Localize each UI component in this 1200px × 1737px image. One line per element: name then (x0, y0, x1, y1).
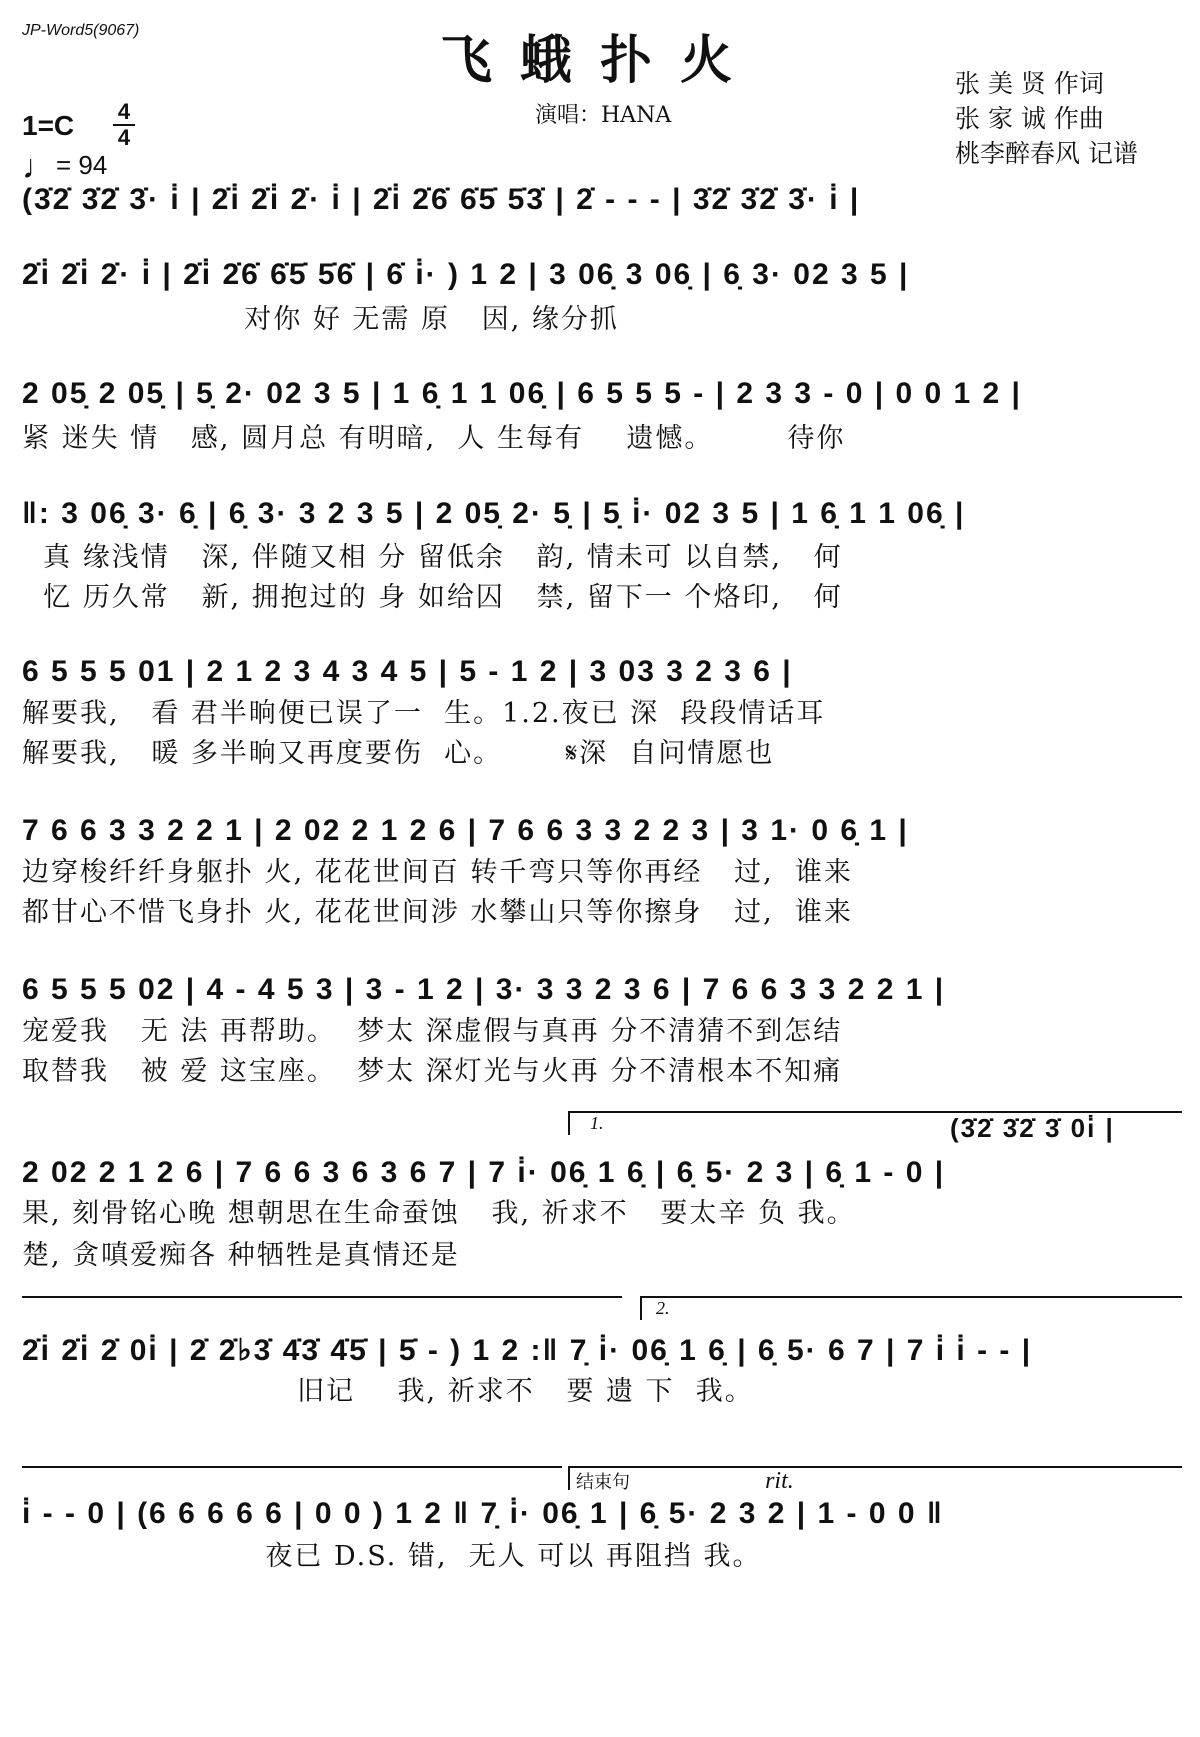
staff-rule (22, 1296, 622, 1298)
time-numerator: 4 (117, 99, 131, 124)
notation-system-8: 2 02 2 1 2 6 | 7 6 6 3 6 3 6 7 | 7 i̇· 06̣ 1 6̣ | 6̣ 5· 2 3 | 6̣ 1 - 0 | (22, 1156, 946, 1189)
quarter-note-icon: ♩ (22, 148, 56, 186)
notation-system-10: i̇ - - 0 | (6 6 6 6 6 | 0 0 ) 1 2 ‖ 7̣ i̇· 06̣ 1 | 6̣ 5· 2 3 2 | 1 - 0 0 ‖ (22, 1497, 944, 1530)
lyric-line: 对你 好 无需 原 因, 缘分抓 (22, 304, 619, 335)
notation-system-5: 6 5 5 5 01 | 2 1 2 3 4 3 4 5 | 5 - 1 2 | 3 03 3 2 3 6 | (22, 655, 793, 688)
time-signature (112, 100, 136, 150)
ending-label: 2. (656, 1298, 670, 1318)
pickup-notes: (3̇2̇ 3̇2̇ 3̇ 0i̇ | (950, 1113, 1115, 1143)
ending-label: 结束句 (576, 1472, 630, 1493)
notation-system-6: 7 6 6 3 3 2 2 1 | 2 02 2 1 2 6 | 7 6 6 3 3 2 2 3 | 3 1· 0 6̣ 1 | (22, 814, 909, 847)
tempo-marking (22, 148, 108, 186)
ritardando-mark: rit. (765, 1468, 794, 1494)
lyric-line: 忆 历久常 新, 拥抱过的 身 如给囚 禁, 留下一 个烙印, 何 (22, 582, 843, 613)
lyric-line: 取替我 被 爱 这宝座。 梦太 深灯光与火再 分不清根本不知痛 (22, 1056, 843, 1087)
coda-bracket (568, 1466, 1182, 1494)
notation-system-7: 6 5 5 5 02 | 4 - 4 5 3 | 3 - 1 2 | 3· 3 3 2 3 6 | 7 6 6 3 3 2 2 1 | (22, 973, 946, 1006)
lyric-line: 果, 刻骨铭心晚 想朝思在生命蚕蚀 我, 祈求不 要太辛 负 我。 (22, 1198, 856, 1229)
notation-system-3: 2 05̣ 2 05̣ | 5̣ 2· 02 3 5 | 1 6̣ 1 1 06̣ | 6 5 5 5 - | 2 3 3 - 0 | 0 0 1 2 | (22, 377, 1022, 410)
notation-system-1: (3̇2̇ 3̇2̇ 3̇· i̇ | 2̇i̇ 2̇i̇ 2̇· i̇ | 2̇i̇ 2̇6̇ 6̇5̇ 5̇3̇ | 2̇ - - - | 3̇2̇ 3̇2̇ 3̇· i̇ | (22, 183, 861, 216)
time-denominator: 4 (117, 125, 131, 150)
song-title: 飞蛾扑火 (439, 30, 760, 91)
composer-credits: 张 美 贤 作词 张 家 诚 作曲 桃李醉春风 记谱 (955, 69, 1138, 168)
lyric-line: 旧记 我, 祈求不 要 遗 下 我。 (22, 1376, 754, 1407)
lyric-line: 解要我, 看 君半晌便已误了一 生。1.2.夜已 深 段段情话耳 (22, 698, 826, 729)
lyric-line: 解要我, 暖 多半晌又再度要伤 心。 𝄋深 自问情愿也 (22, 738, 775, 769)
lyric-line: 真 缘浅情 深, 伴随又相 分 留低余 韵, 情未可 以自禁, 何 (22, 542, 843, 573)
notation-system-4: ‖: 3 06̣ 3· 6̣ | 6̣ 3· 3 2 3 5 | 2 05̣ 2· 5̣ | 5̣ i̇· 02 3 5 | 1 6̣ 1 1 06̣ | (22, 497, 966, 530)
lyric-line: 都甘心不惜飞身扑 火, 花花世间涉 水攀山只等你擦身 过, 谁来 (22, 897, 853, 928)
lyric-line: 边穿梭纤纤身躯扑 火, 花花世间百 转千弯只等你再经 过, 谁来 (22, 857, 853, 888)
lyric-line: 宠爱我 无 法 再帮助。 梦太 深虚假与真再 分不清猜不到怎结 (22, 1016, 843, 1047)
notation-system-2: 2̇i̇ 2̇i̇ 2̇· i̇ | 2̇i̇ 2̇6̇ 6̇5̇ 5̇6̇ | 6̇ i̇· ) 1 2 | 3 06̣ 3 06̣ | 6̣ 3· 02 3 5 | (22, 258, 910, 291)
key-signature: 1=C (22, 110, 75, 141)
lyric-line: 楚, 贪嗔爱痴各 种牺牲是真情还是 (22, 1240, 460, 1271)
staff-rule (22, 1466, 562, 1468)
notation-system-9: 2̇i̇ 2̇i̇ 2̇ 0i̇ | 2̇ 2̇♭3̇ 4̇3̇ 4̇5̇ | 5̇ - ) 1 2 :‖ 7̣ i̇· 06̣ 1 6̣ | 6̣ 5· 6 7 | 7 i̇ i̇ - - | (22, 1334, 1033, 1367)
ending-label: 1. (590, 1113, 604, 1133)
second-ending-bracket (640, 1296, 1182, 1320)
lyric-line: 紧 迷失 情 感, 圆月总 有明暗, 人 生每有 遗憾。 待你 (22, 423, 846, 454)
lyric-line: 夜已 D.S. 错, 无人 可以 再阻挡 我。 (22, 1541, 762, 1572)
sheet-id: JP-Word5(9067) (22, 22, 140, 39)
tempo-value: = 94 (56, 150, 108, 180)
singer-credit: 演唱：HANA (535, 103, 672, 128)
